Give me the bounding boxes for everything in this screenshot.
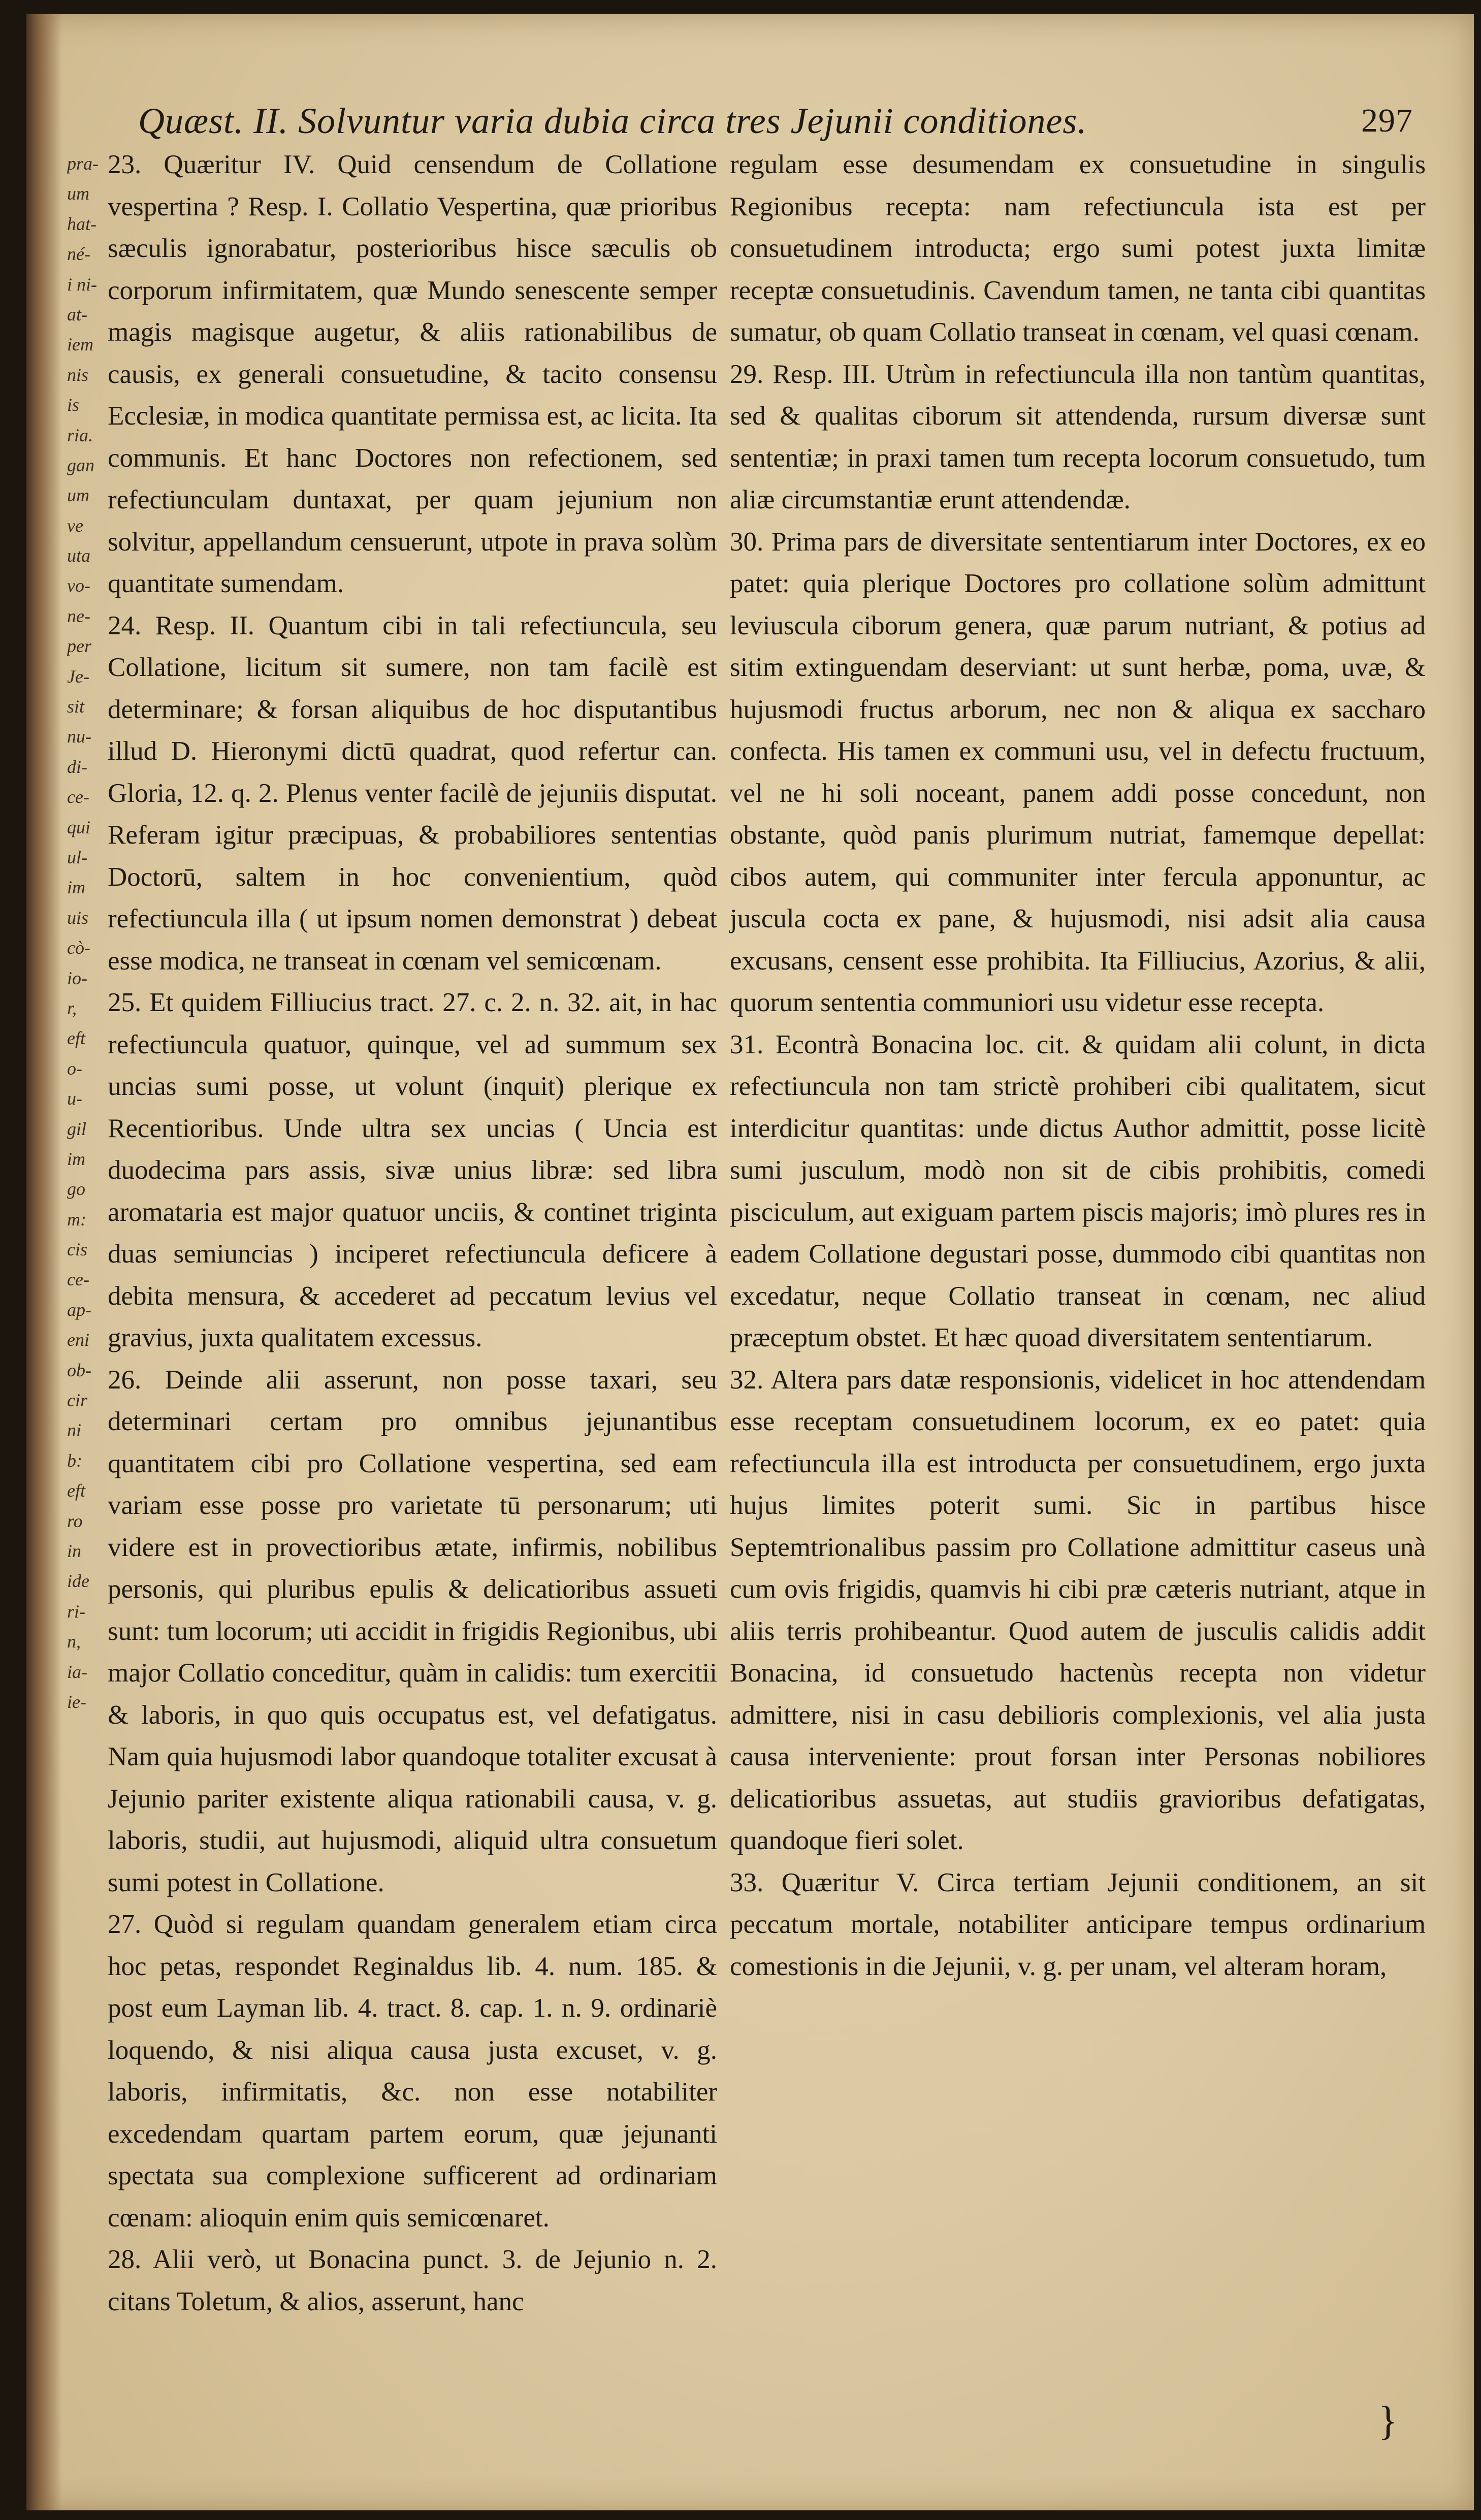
right-column — [730, 144, 1426, 1987]
paragraph-28: 28. Alii verò, ut Bonacina punct. 3. de Jejunio n. 2. citans Toletum, & alios, asserunt, hanc — [108, 2245, 717, 2316]
left-column — [108, 144, 717, 2322]
margin-fragment: uta — [67, 545, 91, 566]
margin-fragment: ide — [67, 1571, 89, 1592]
margin-fragment: go — [67, 1179, 85, 1200]
margin-fragment: um — [67, 485, 89, 506]
catchword-mark: } — [1378, 2399, 1398, 2443]
margin-fragment: um — [67, 183, 89, 204]
margin-fragment: qui — [67, 817, 91, 837]
margin-fragment: Je- — [67, 666, 89, 687]
margin-fragment: in — [67, 1540, 82, 1561]
margin-fragment: per — [67, 636, 91, 657]
margin-fragment: gan — [67, 455, 94, 475]
margin-fragment: m: — [67, 1209, 86, 1230]
margin-fragment: ce- — [67, 787, 89, 807]
margin-fragment: ob- — [67, 1360, 91, 1380]
margin-fragment: ria. — [67, 425, 93, 445]
margin-fragment: ul- — [67, 847, 87, 867]
margin-fragment: ne- — [67, 605, 90, 626]
margin-fragment: ia- — [67, 1661, 87, 1682]
margin-fragment: hat- — [67, 213, 96, 234]
paragraph-32: 32. Altera pars datæ responsionis, videlicet in hoc attendendam esse receptam consuetudinem locorum, ex eo patet: quia refectiuncula illa est introducta per consuetudinem, ergo juxta hujus limites poterit sumi. Sic in partibus hisce Septemtrionalibus passim pro Collatione admittitur caseus unà cum ovis frigidis, quamvis hi cibi præ cæteris nutriant, atque in aliis terris prohibeantur. Quod autem de jusculis calidis addit Bonacina, id consuetudo hactenùs recepta non videtur admittere, nisi in casu debilioris complexionis, vel alia justa causa interveniente: prout forsan inter Personas nobiliores delicatioribus assuetas, aut studiis gravioribus defatigatas, quandoque fieri solet. — [730, 1365, 1426, 1855]
margin-fragment: o- — [67, 1058, 82, 1079]
paragraph-23: 23. Quæritur IV. Quid censendum de Collatione vespertina ? Resp. I. Collatio Vespertina, quæ prioribus sæculis ignorabatur, posterioribus hisce sæculis ob corporum infirmitatem, quæ Mundo senescente semper magis magisque augetur, & aliis rationabilibus de causis, ex generali consuetudine, & tacito consensu Ecclesiæ, in modica quantitate permissa est, ac licita. Ita communis. Et hanc Doctores non refectionem, sed refectiunculam duntaxat, per quam jejunium non solvitur, appellandum censuerunt, utpote in prava solùm quantitate sumendam. — [108, 150, 717, 598]
paragraph-31: 31. Econtrà Bonacina loc. cit. & quidam alii colunt, in dicta refectiuncula non tam strictè prohiberi cibi qualitatem, sicut interdicitur quantitas: unde dictus Author admittit, posse licitè sumi jusculum, modò non sit de cibis prohibitis, comedi pisciculum, aut exiguam partem piscis majoris; imò plures res in eadem Collatione degustari posse, dummodo cibi quantitas non excedatur, neque Collatio transeat in cœnam, nec aliud præceptum obstet. Et hæc quoad diversitatem sententiarum. — [730, 1029, 1426, 1352]
margin-fragment: i ni- — [67, 274, 97, 295]
margin-fragment: iem — [67, 334, 93, 355]
margin-fragment: io- — [67, 967, 87, 988]
margin-fragment: di- — [67, 756, 87, 777]
running-header — [138, 90, 1413, 151]
margin-fragment: eni — [67, 1330, 89, 1350]
paragraph-33: 33. Quæritur V. Circa tertiam Jejunii conditionem, an sit peccatum mortale, notabiliter anticipare tempus ordinarium comestionis in die Jejunii, v. g. per unam, vel alteram horam, — [730, 1867, 1426, 1981]
margin-fragment: eft — [67, 1480, 85, 1501]
margin-fragment: cis — [67, 1239, 87, 1260]
margin-fragment: nis — [67, 364, 89, 385]
margin-fragment: gil — [67, 1118, 87, 1139]
margin-fragment: sit — [67, 696, 85, 717]
facing-page-margin-text — [67, 149, 108, 1717]
margin-fragment: u- — [67, 1088, 82, 1109]
margin-fragment: uis — [67, 907, 89, 928]
paragraph-24: 24. Resp. II. Quantum cibi in tali refectiuncula, seu Collatione, licitum sit sumere, non tam facilè est determinare; & forsan aliquibus de hoc disputantibus illud D. Hieronymi dictū quadrat, quod refertur can. Gloria, 12. q. 2. Plenus venter facilè de jejuniis disputat. Referam igitur præcipuas, & probabiliores sententias Doctorū, saltem in hoc convenientium, quòd refectiuncula illa ( ut ipsum nomen demonstrat ) debeat esse modica, ne transeat in cœnam vel semicœnam. — [108, 610, 717, 976]
page-number: 297 — [1361, 102, 1413, 139]
margin-fragment: cir — [67, 1390, 87, 1411]
margin-fragment: pra- — [67, 153, 99, 174]
margin-fragment: ie- — [67, 1691, 86, 1712]
margin-fragment: r, — [67, 997, 77, 1018]
margin-fragment: ap- — [67, 1299, 91, 1320]
margin-fragment: at- — [67, 304, 87, 325]
paragraph-28-continued: regulam esse desumendam ex consuetudine in singulis Regionibus recepta: nam refectiuncula ista est per consuetudinem introducta; ergo sumi potest juxta limitæ receptæ consuetudinis. Cavendum tamen, ne tanta cibi quantitas sumatur, ob quam Collatio transeat in cœnam, vel quasi cœnam. — [730, 150, 1426, 347]
page-title: Quæst. II. Solvuntur varia dubia circa tres Jejunii conditiones. — [138, 100, 1087, 141]
margin-fragment: n, — [67, 1631, 81, 1652]
margin-fragment: im — [67, 877, 85, 898]
margin-fragment: im — [67, 1148, 85, 1169]
margin-fragment: is — [67, 395, 80, 415]
margin-fragment: b: — [67, 1450, 82, 1471]
paragraph-27: 27. Quòd si regulam quandam generalem etiam circa hoc petas, respondet Reginaldus lib. 4. num. 185. & post eum Layman lib. 4. tract. 8. cap. 1. n. 9. ordinariè loquendo, & nisi aliqua causa justa excuset, v. g. laboris, infirmitatis, &c. non esse notabiliter excedendam quartam partem eorum, quæ jejunanti spectata sua complexione sufficerent ad ordinariam cœnam: alioquin enim quis semicœnaret. — [108, 1910, 717, 2233]
book-page — [26, 14, 1474, 2510]
paragraph-30: 30. Prima pars de diversitate sententiarum inter Doctores, ex eo patet: quia plerique Doctores pro collatione solùm admittunt leviuscula ciborum genera, quæ parum nutriant, & potius ad sitim extinguendam deserviant: ut sunt herbæ, poma, uvæ, & hujusmodi fructus arborum, nec non & aliqua ex saccharo confecta. His tamen ex communi usu, vel in defectu fructuum, vel ne hi soli noceant, panem addi posse concedunt, non obstante, quòd panis plurimum nutriat, famemque depellat: cibos autem, qui communiter inter fercula apponuntur, ac juscula cocta ex pane, & hujusmodi, nisi adsit alia causa excusans, censent esse prohibita. Ita Filliucius, Azorius, & alii, quorum sententia communiori usu videtur esse recepta. — [730, 527, 1426, 1017]
margin-fragment: cò- — [67, 938, 90, 958]
margin-fragment: ce- — [67, 1269, 89, 1290]
margin-fragment: vo- — [67, 575, 90, 596]
margin-fragment: né- — [67, 244, 90, 265]
margin-fragment: ro — [67, 1510, 83, 1531]
paragraph-26: 26. Deinde alii asserunt, non posse taxari, seu determinari certam pro omnibus jejunantibus quantitatem cibi pro Collatione vespertina, sed eam variam esse posse pro varietate tū personarum; uti videre est in provectioribus ætate, infirmis, nobilibus personis, qui pluribus epulis & delicatioribus assueti sunt: tum locorum; uti accidit in frigidis Regionibus, ubi major Collatio conceditur, quàm in calidis: tum exercitii & laboris, in quo quis occupatus est, vel defatigatus. Nam quia hujusmodi labor quandoque totaliter excusat à Jejunio pariter existente aliqua rationabili causa, v. g. laboris, studii, aut hujusmodi, aliquid ultra consuetum sumi potest in Collatione. — [108, 1365, 717, 1897]
margin-fragment: eft — [67, 1028, 85, 1049]
paragraph-29: 29. Resp. III. Utrùm in refectiuncula illa non tantùm quantitas, sed & qualitas ciborum sit attendenda, rursum diversæ sunt sententiæ; in praxi tamen tum recepta locorum consuetudo, tum aliæ circumstantiæ erunt attendendæ. — [730, 359, 1426, 514]
margin-fragment: ni — [67, 1420, 82, 1441]
margin-fragment: ve — [67, 515, 83, 536]
margin-fragment: ri- — [67, 1601, 85, 1622]
margin-fragment: nu- — [67, 726, 91, 747]
paragraph-25: 25. Et quidem Filliucius tract. 27. c. 2. n. 32. ait, in hac refectiuncula quatuor, quinque, vel ad summum sex uncias sumi posse, ut volunt (inquit) plerique ex Recentioribus. Unde ultra sex uncias ( Uncia est duodecima pars assis, sivæ unius libræ: sed libra aromataria est major quatuor unciis, & continet triginta duas semiuncias ) inciperet refectiuncula deficere à debita mensura, & accederet ad peccatum levius vel gravius, juxta qualitatem excessus. — [108, 988, 717, 1352]
